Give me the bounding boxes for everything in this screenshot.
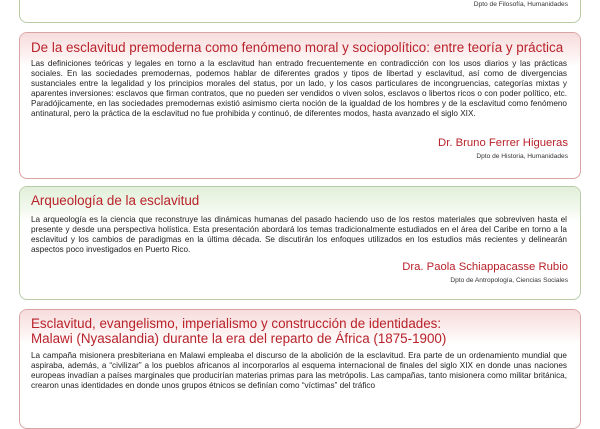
talk-card-premodern-slavery [19, 32, 581, 179]
author-name: Dra. Paola Schiappacasse Rubio [402, 261, 568, 273]
author-department: Dpto de Filosofía, Humanidades [473, 1, 568, 8]
talk-title: Arqueología de la esclavitud [31, 193, 200, 208]
talk-card-malawi [19, 309, 581, 429]
talk-abstract: Las definiciones teóricas y legales en torno a la esclavitud han entrado frecuentemente en contradicción con los usos diarios y las prácticas sociales. En las sociedades premodernas, podemos hablar de diferentes grados y tipos de libertad y esclavitud, así como de divergencias sustanciales entre la legalidad y los principios morales del status, por un lado, y los casos particulares de incongruencias, categorías mixtas y aparentes inversiones: esclavos que firman contratos, que no pueden ser vendidos o viven solos, esclavos o libertos ricos o con poder político, etc. Paradójicamente, en las sociedades premodernas existió asimismo cierta noción de la igualdad de los hombres y de la esclavitud como fenómeno antinatural, pero la práctica de la esclavitud no fue prohibida y continuó, de diferentes modos, hasta avanzado el siglo XIX. [31, 59, 567, 119]
talk-title-line-2: Malawi (Nyasalandia) durante la era del reparto de África (1875-1900) [31, 331, 447, 346]
talk-card-archaeology [19, 186, 581, 300]
talk-abstract: La arqueología es la ciencia que reconstruye las dinámicas humanas del pasado haciendo uso de los restos materiales que sobreviven hasta el presente y desde una perspectiva holística. Esta presentación abordará los temas tradicionalmente estudiados en el área del Caribe en torno a la esclavitud y los cambios de paradigmas en la última década. Se discutirán los enfoques utilizados en los estudios más recientes y delinearán aspectos poco investigados en Puerto Rico. [31, 215, 567, 255]
author-department: Dpto de Antropología, Ciencias Sociales [450, 277, 568, 284]
talk-abstract: La campaña misionera presbiteriana en Malawi empleaba el discurso de la abolición de la esclavitud. Era parte de un ordenamiento mundial que aspiraba, además, a “civilizar” a los pueblos africanos al incorporarlos al esquema internacional de finales del siglo XIX en donde unas naciones europeas invadían a países marginales que producirían materias primas para las metrópolis. Las campañas, tanto misionera como militar británica, crearon unas identidades en donde unos grupos étnicos se definían como “víctimas” del tráfico [31, 351, 567, 391]
talk-title: De la esclavitud premoderna como fenómeno moral y sociopolítico: entre teoría y práctica [31, 40, 564, 55]
author-department: Dpto de Historia, Humanidades [476, 153, 568, 160]
talk-card-philosophy [19, 0, 581, 23]
talk-title [31, 316, 570, 346]
talk-title-line-1: Esclavitud, evangelismo, imperialismo y construcción de identidades: [31, 316, 442, 331]
author-name: Dr. Bruno Ferrer Higueras [438, 137, 568, 149]
